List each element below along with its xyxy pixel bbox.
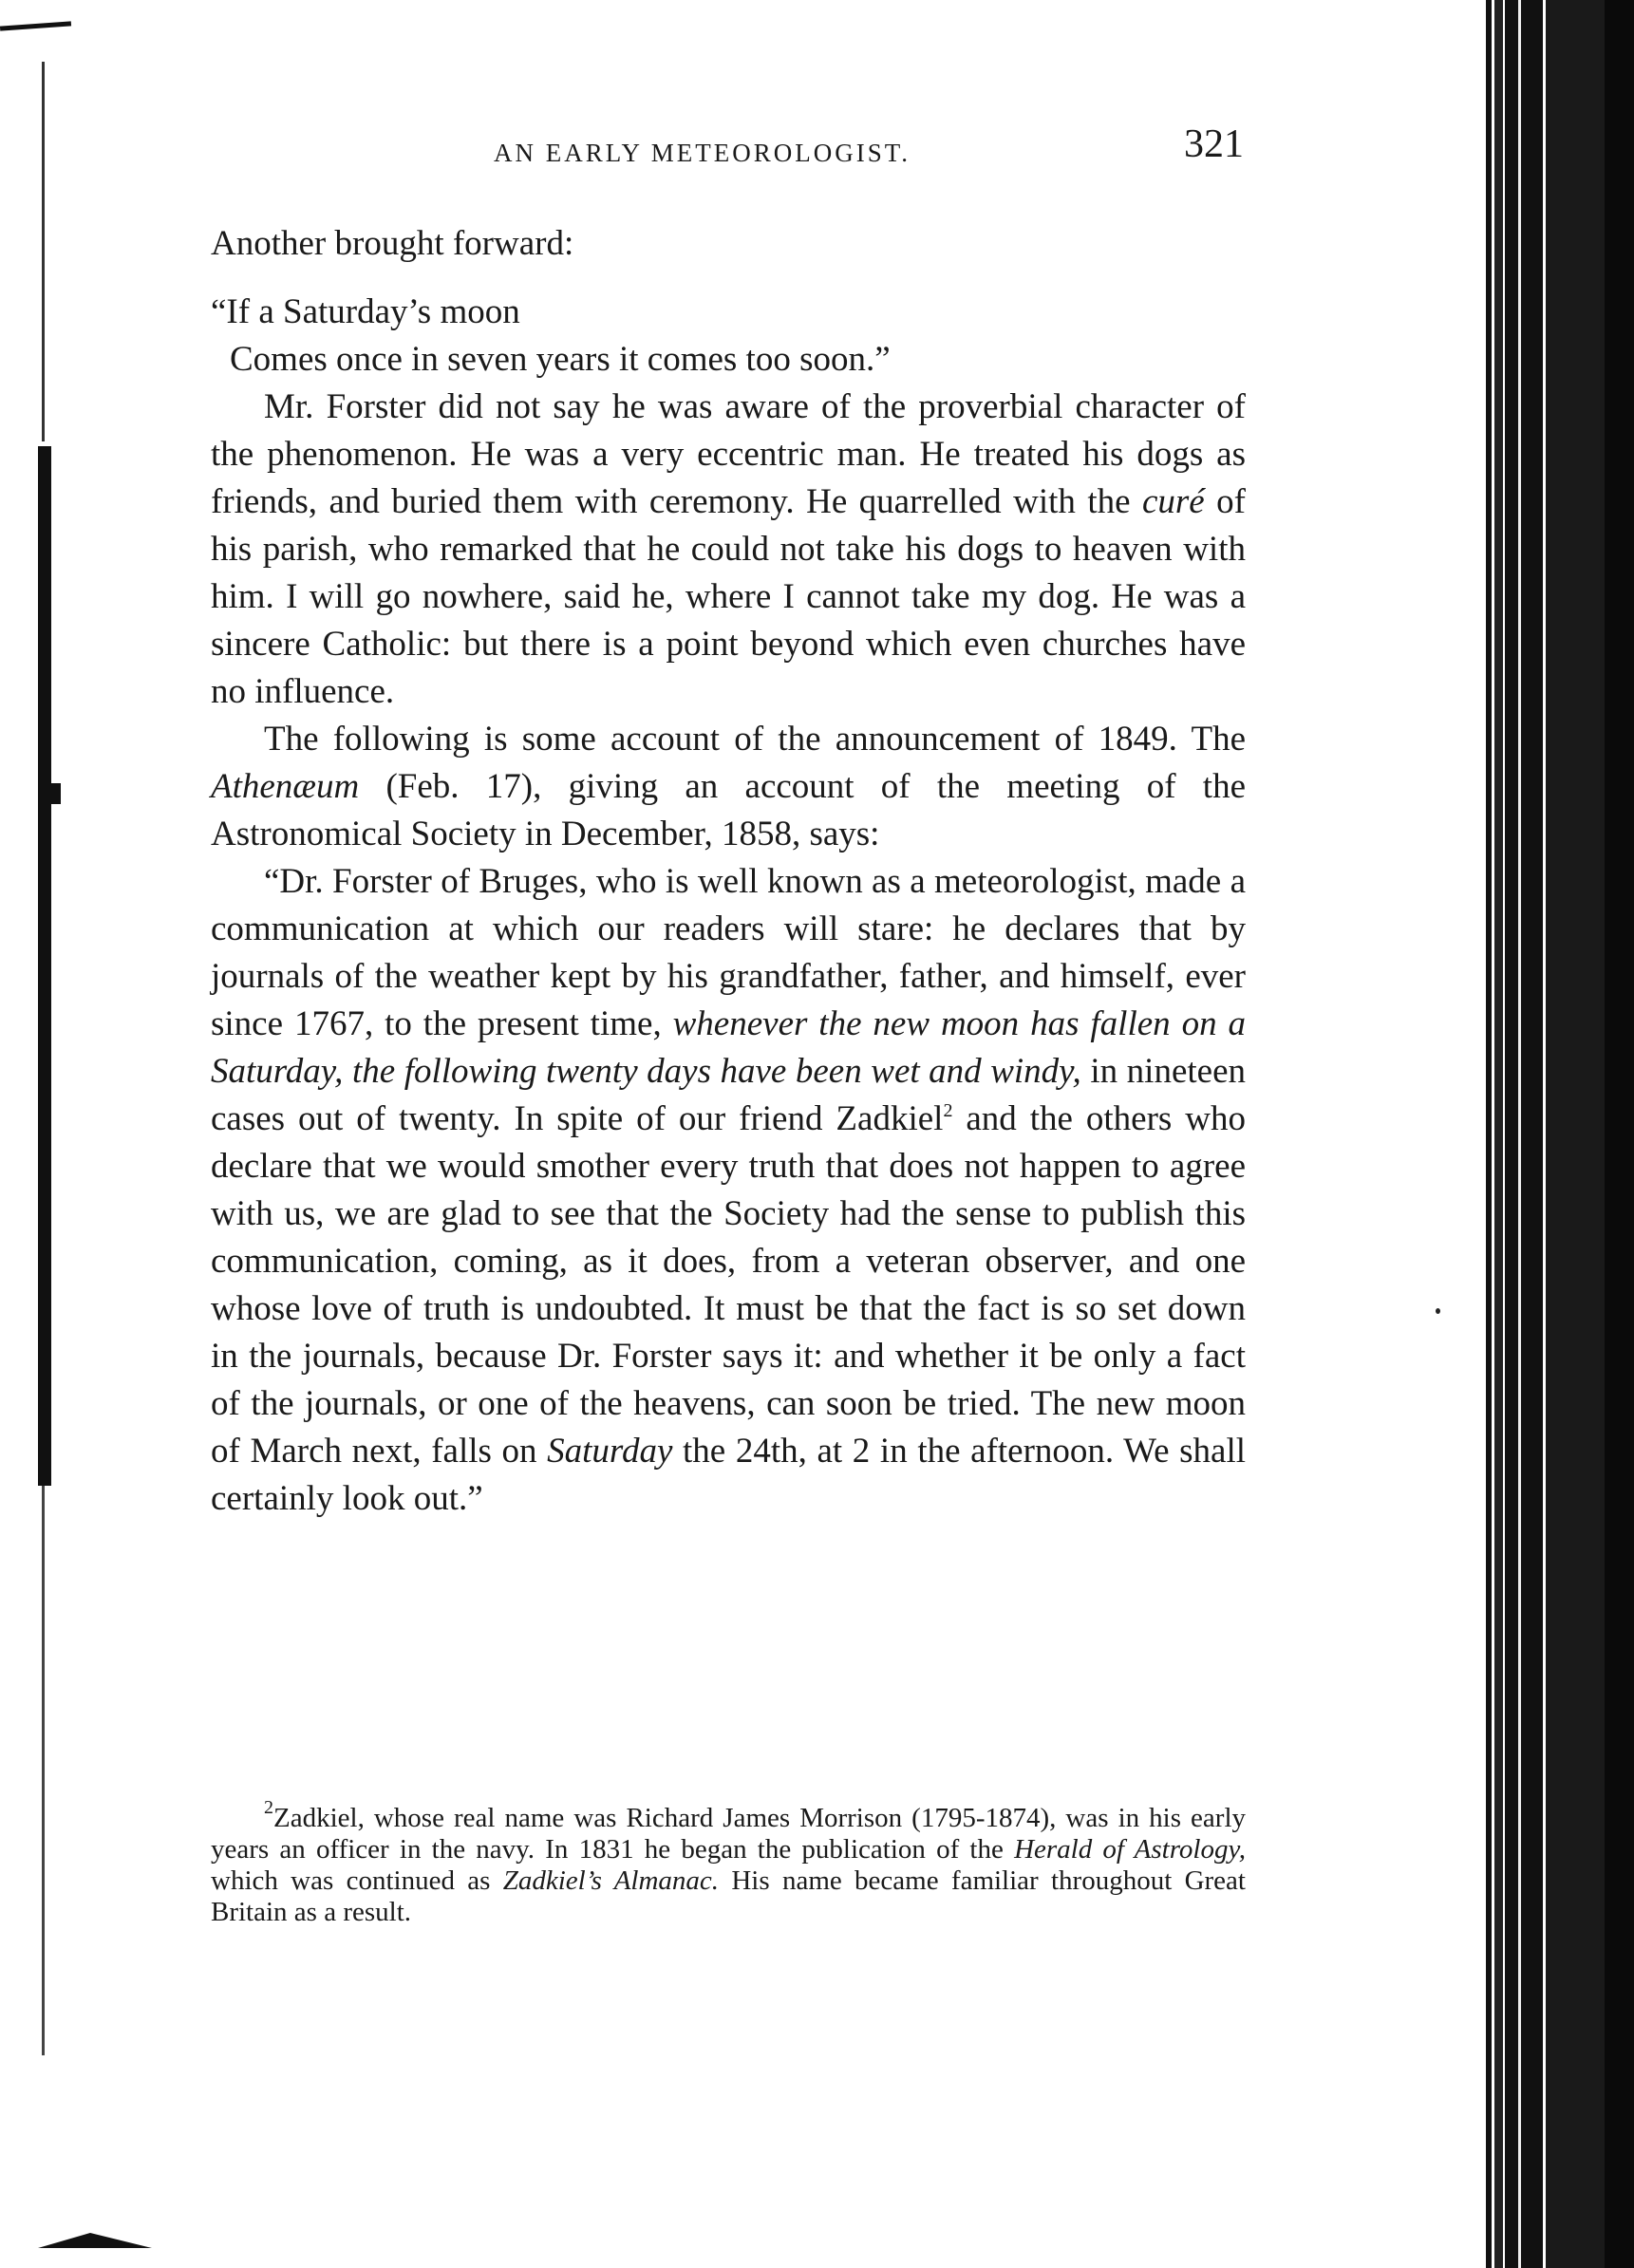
running-title: AN EARLY METEOROLOGIST. [494, 139, 911, 167]
p3-saturday: Saturday [547, 1432, 673, 1471]
running-head [209, 122, 1244, 178]
scan-edge-bar [38, 446, 51, 1486]
p2-text-b: (Feb. 17), giving an account of the meeting of the Astronomical Society in December, 1858, says: [211, 767, 1246, 853]
scan-mark-top [0, 21, 71, 30]
footnote-text-a: Zadkiel, whose real name was Richard James Morrison (1795-1874), was in his early years an officer in the navy. In 1831 he began the publication of the [211, 1803, 1246, 1865]
intro-line: Another brought forward: [211, 224, 574, 263]
paragraph-2 [211, 716, 1246, 858]
p3-text-c: and the others who declare that we would smother every truth that does not happen to agree with us, we are glad to see that the Society had the sense to publish this communication, coming, as it does, from a veteran observer, and one whose love of truth is undoubted. It must be that the fact is so set down in the journals, because Dr. Forster says it: and whether it be only a fact of the journals, or one of the heavens, can soon be tried. The new moon of March next, falls on [211, 1099, 1246, 1471]
scan-mark-bottom [38, 2212, 152, 2250]
p1-text-a: Mr. Forster did not say he was aware of the proverbial character of the phenomenon. He was a very eccentric man. He treated his dogs as friends, and buried them with ceremony. He quarrelled with the [211, 387, 1246, 521]
scan-edge-line-upper [42, 62, 45, 441]
p3-text-d: the 24th, at 2 in the afternoon. We shall certainly look out.” [211, 1432, 1247, 1518]
p2-athenaeum: Athenæum [211, 767, 360, 806]
p3-text-a: “Dr. Forster of Bruges, who is well known as a meteorologist, made a communication at which our readers will stare: he declares that by journals of the weather kept by his grandfather, father, and himself, ever since 1767, to the present time, [211, 862, 1246, 1043]
scan-edge-tab [51, 783, 61, 804]
footnote-herald: Herald of Astrology, [1014, 1834, 1246, 1865]
p3-text-b: in nineteen cases out of twenty. In spite of our friend Zadkiel [211, 1052, 1246, 1138]
footnote-marker: 2 [264, 1797, 273, 1818]
page-number: 321 [1184, 122, 1244, 166]
scan-speck [1436, 1308, 1440, 1314]
p2-text-a: The following is some account of the announcement of 1849. The [264, 720, 1246, 759]
footnote-text-c: His name became familiar throughout Great Britain as a result. [211, 1865, 1246, 1927]
footnote-almanac: Zadkiel’s Almanac. [502, 1865, 720, 1896]
paragraph-3 [211, 858, 1246, 1523]
scan-book-edge [1486, 0, 1614, 2268]
body-text [211, 220, 1246, 1523]
p3-italic: whenever the new moon has fallen on a Saturday, the following twenty days have been wet and windy, [211, 1004, 1246, 1091]
footnote-ref: 2 [943, 1100, 953, 1121]
p1-cure: curé [1141, 482, 1205, 521]
p1-text-b: of his parish, who remarked that he could not take his dogs to heaven with him. I will go nowhere, said he, where I cannot take my dog. He was a sincere Catholic: but there is a point beyond which even churches have no influence. [211, 482, 1247, 711]
verse-line-2: Comes once in seven years it comes too soon.” [230, 340, 891, 379]
footnote [211, 1797, 1246, 1928]
footnote-text-b: which was continued as [211, 1865, 503, 1896]
verse-line-1: “If a Saturday’s moon [211, 292, 520, 331]
paragraph-1 [211, 384, 1246, 716]
scan-edge-line-lower [42, 1486, 45, 2055]
scan-book-edge-dark [1605, 0, 1634, 2268]
